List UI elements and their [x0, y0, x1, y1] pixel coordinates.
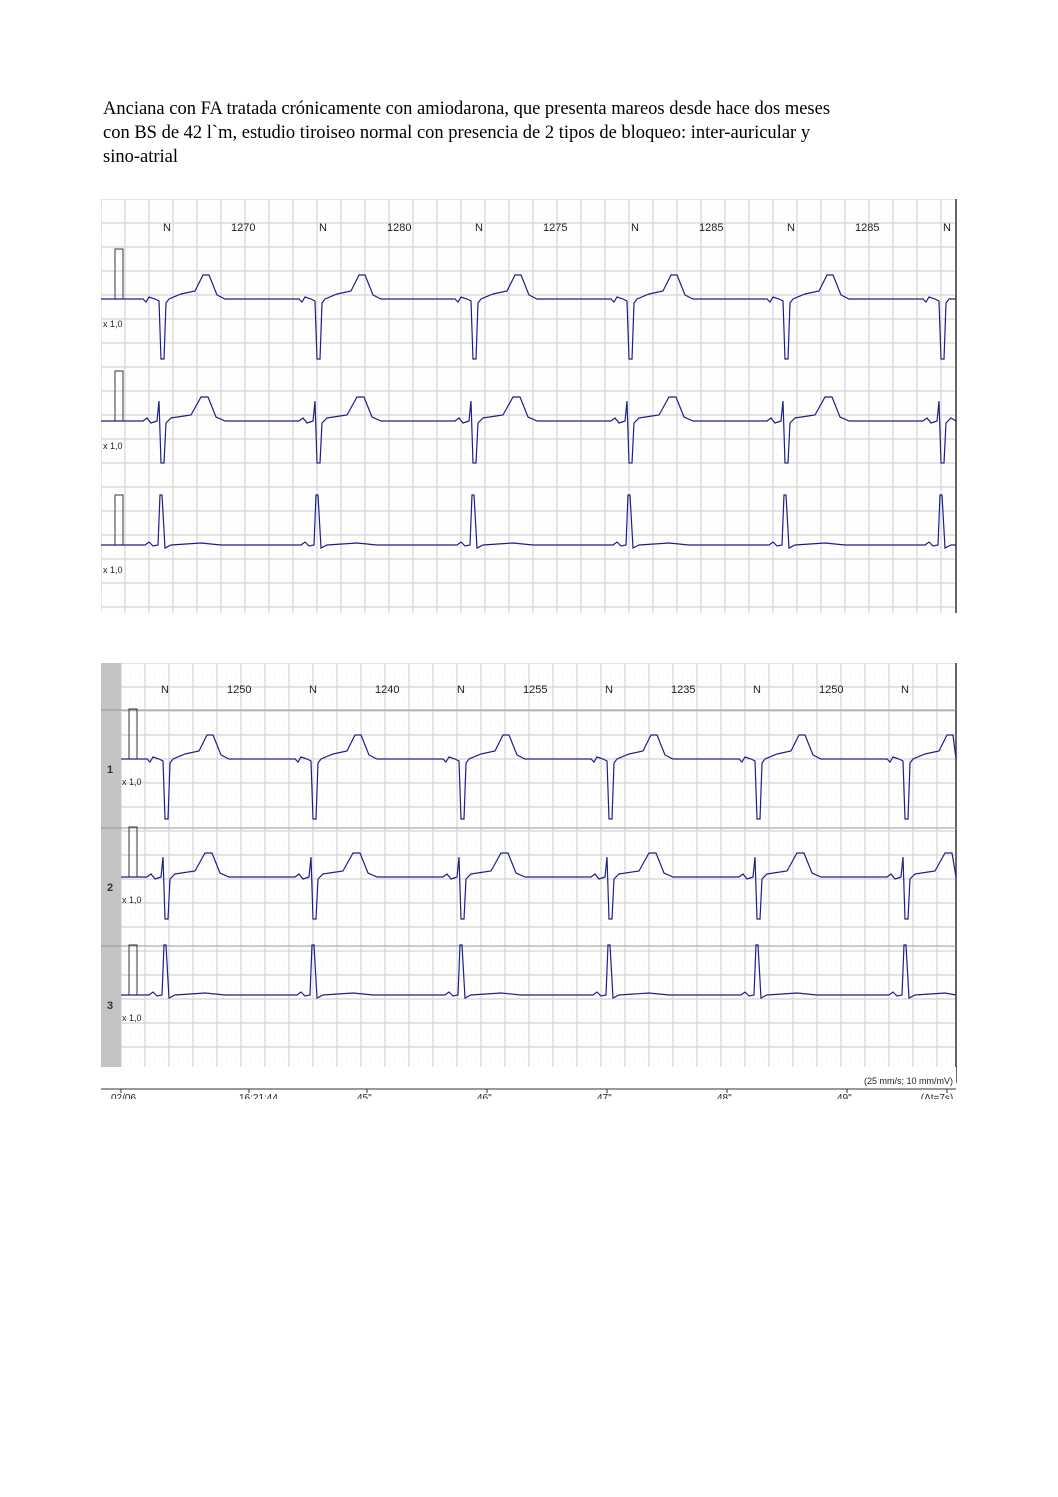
ecg-strip-top-svg: [101, 199, 958, 613]
gain-label: x 1,0: [103, 319, 123, 329]
gain-label: x 1,0: [103, 441, 123, 451]
caption-line-3: sino-atrial: [103, 147, 179, 167]
rr-interval-label: 1285: [855, 222, 880, 234]
beat-label: N: [163, 222, 171, 234]
ecg-strip-top: [101, 199, 958, 613]
calibration-pulse: [115, 371, 123, 421]
beat-label: N: [787, 222, 795, 234]
rr-interval-label: 1285: [699, 222, 724, 234]
caption-line-2: con BS de 42 l`m, estudio tiroiseo normal con presencia de 2 tipos de bloqueo: inter-auricular y: [103, 123, 811, 143]
ecg-grid: [121, 663, 956, 1083]
calibration-pulse: [115, 495, 123, 545]
beat-label: N: [631, 222, 639, 234]
calibration-pulse: [115, 249, 123, 299]
rr-interval-label: 1270: [231, 222, 256, 234]
gain-label: x 1,0: [103, 565, 123, 575]
rr-interval-label: 1280: [387, 222, 412, 234]
ecg-strip-bottom: [101, 663, 958, 1099]
beat-label: N: [943, 222, 951, 234]
lead-trace: [101, 275, 956, 359]
rr-interval-label: 1275: [543, 222, 568, 234]
beat-annotation-row: [163, 222, 951, 234]
beat-label: N: [319, 222, 327, 234]
beat-label: N: [475, 222, 483, 234]
ecg-strip-bottom-svg: [101, 663, 958, 1099]
caption-line-1: Anciana con FA tratada crónicamente con amiodarona, que presenta mareos desde hace dos meses: [103, 99, 831, 119]
ecg-grid: [101, 199, 956, 613]
case-description: [103, 97, 953, 169]
